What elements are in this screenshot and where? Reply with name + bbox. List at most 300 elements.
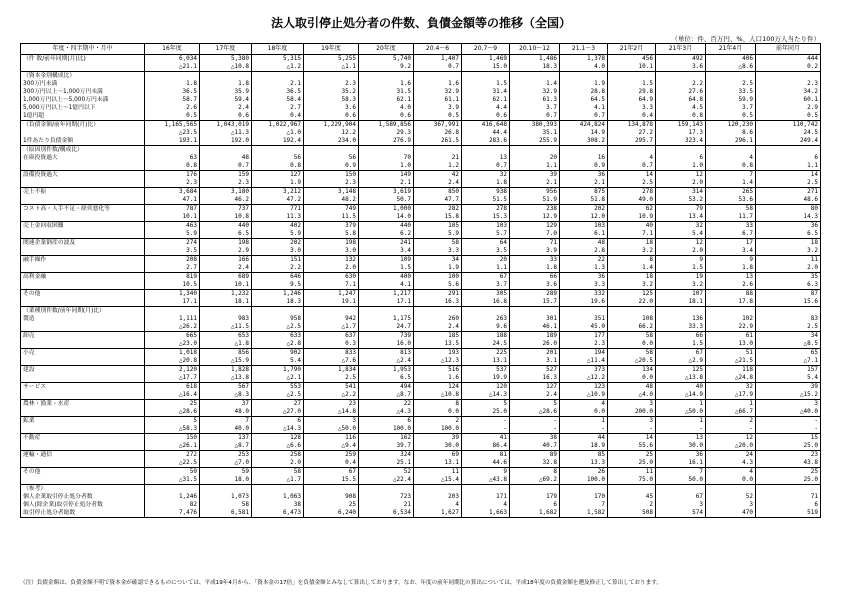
row-label	[21, 281, 145, 290]
table-cell: 60.1	[756, 96, 821, 104]
table-cell: 1.1	[756, 162, 821, 171]
table-cell	[462, 72, 510, 81]
table-cell: 3	[608, 417, 656, 426]
table-cell: △27.0	[252, 408, 304, 417]
table-cell: 25.0	[462, 408, 510, 417]
table-cell: 18.0	[200, 476, 252, 485]
table-cell: 2.5	[756, 323, 821, 332]
table-cell: 2.0	[656, 179, 706, 188]
table-cell: 66.2	[608, 323, 656, 332]
table-cell: -	[560, 425, 608, 434]
table-row	[21, 501, 821, 509]
table-cell: 3,619	[359, 188, 414, 197]
table-cell: 12	[706, 434, 756, 443]
table-cell: 289	[510, 290, 560, 299]
table-cell: 52	[359, 468, 414, 477]
table-row	[21, 340, 821, 349]
table-cell: 80	[756, 205, 821, 214]
table-cell: 22	[359, 400, 414, 409]
table-cell: 118	[706, 366, 756, 375]
table-cell: 70	[359, 154, 414, 162]
table-cell: △12.2	[560, 374, 608, 383]
table-cell: 2.0	[756, 264, 821, 273]
table-cell: 13.5	[414, 340, 462, 349]
table-cell: 0.5	[706, 112, 756, 121]
table-cell: 3	[608, 400, 656, 409]
table-cell: 62.1	[462, 96, 510, 104]
table-cell: 3.2	[608, 247, 656, 256]
table-cell	[252, 146, 304, 155]
table-cell: 0.6	[200, 112, 252, 121]
table-cell: 44	[560, 434, 608, 443]
table-cell: 18.1	[656, 298, 706, 307]
table-cell: 2.9	[756, 104, 821, 112]
table-cell: 2.3	[560, 340, 608, 349]
table-cell: 3.4	[359, 247, 414, 256]
table-cell: 67	[462, 273, 510, 282]
table-cell: 0.8	[145, 162, 200, 171]
table-cell: 902	[252, 349, 304, 358]
table-cell: 22	[560, 256, 608, 265]
table-cell: 574	[656, 509, 706, 518]
table-cell: 48	[608, 383, 656, 392]
table-row	[21, 459, 821, 468]
table-cell: 82	[145, 501, 200, 509]
table-row	[21, 290, 821, 299]
table-row	[21, 451, 821, 460]
table-cell: 7	[200, 417, 252, 426]
table-cell: 1	[656, 417, 706, 426]
table-cell: 12	[656, 239, 706, 248]
table-cell: 282	[414, 205, 462, 214]
table-cell: △23.0	[145, 340, 200, 349]
table-cell	[359, 485, 414, 494]
table-cell: 3.0	[252, 247, 304, 256]
table-cell: 51.8	[560, 196, 608, 205]
table-cell: 1.9	[414, 264, 462, 273]
table-cell: △23.5	[145, 129, 200, 137]
table-cell: 124	[414, 383, 462, 392]
table-cell: 48	[560, 239, 608, 248]
table-cell	[560, 146, 608, 155]
table-cell	[560, 307, 608, 316]
table-cell: 6	[756, 154, 821, 162]
row-label: 取引停止処分者総数	[21, 509, 145, 518]
column-header: 18年度	[252, 44, 304, 55]
table-cell	[252, 307, 304, 316]
table-cell: 3.3	[560, 281, 608, 290]
table-row	[21, 273, 821, 282]
table-cell: 79	[656, 205, 706, 214]
table-cell: △8.3	[200, 391, 252, 400]
row-label	[21, 213, 145, 222]
table-cell: 61	[706, 332, 756, 341]
table-cell	[200, 307, 252, 316]
table-row	[21, 315, 821, 323]
table-cell: 159,143	[656, 121, 706, 130]
table-row	[21, 391, 821, 400]
table-cell: 170	[560, 493, 608, 501]
table-cell: 192.0	[200, 137, 252, 146]
table-cell: 34	[756, 332, 821, 341]
table-row	[21, 408, 821, 417]
table-cell: 34.2	[756, 88, 821, 96]
table-cell	[706, 485, 756, 494]
table-row	[21, 230, 821, 239]
table-cell: 51.9	[510, 196, 560, 205]
table-cell: 0.8	[656, 112, 706, 121]
table-cell	[200, 146, 252, 155]
table-cell: 2.0	[304, 264, 359, 273]
table-cell: 127	[510, 383, 560, 392]
table-cell: 176	[145, 171, 200, 180]
table-cell: -	[510, 425, 560, 434]
table-cell: 8	[608, 256, 656, 265]
table-cell: 0.6	[359, 112, 414, 121]
table-cell: 18	[608, 273, 656, 282]
table-cell: 11.3	[252, 213, 304, 222]
table-cell: △13.8	[200, 374, 252, 383]
table-cell: 10.9	[608, 213, 656, 222]
row-label	[21, 391, 145, 400]
table-cell: 27.6	[656, 88, 706, 96]
table-cell: 0.8	[706, 162, 756, 171]
row-label	[21, 63, 145, 72]
table-cell: 1,834	[304, 366, 359, 375]
table-cell: 46.2	[200, 196, 252, 205]
table-cell: 1,000	[359, 205, 414, 214]
table-cell	[462, 146, 510, 155]
table-cell: 296.1	[706, 137, 756, 146]
table-row	[21, 196, 821, 205]
table-cell: 40	[656, 383, 706, 392]
table-cell: 2.9	[200, 247, 252, 256]
table-cell: 26.8	[414, 129, 462, 137]
table-cell: 38	[252, 501, 304, 509]
table-cell: 198	[304, 239, 359, 248]
table-cell: 43.8	[756, 459, 821, 468]
table-cell: 4.3	[706, 459, 756, 468]
table-cell: 10.1	[200, 281, 252, 290]
table-cell: 0.4	[608, 112, 656, 121]
table-cell: 58	[414, 239, 462, 248]
row-label: 小売	[21, 349, 145, 358]
table-cell: △20.8	[145, 357, 200, 366]
table-cell: 5.9	[414, 230, 462, 239]
row-label: 300万円未満	[21, 80, 145, 88]
table-cell	[756, 485, 821, 494]
table-cell: 208	[145, 256, 200, 265]
table-cell: 0.7	[608, 162, 656, 171]
row-label: 1件あたり負債金額	[21, 137, 145, 146]
table-cell: 241	[359, 239, 414, 248]
table-cell: 13	[462, 154, 510, 162]
table-cell: 2.7	[252, 104, 304, 112]
table-cell: 1,953	[359, 366, 414, 375]
table-cell: 46.1	[510, 323, 560, 332]
table-cell: 38	[510, 434, 560, 443]
table-cell: 2.1	[359, 179, 414, 188]
table-cell: 9.2	[359, 63, 414, 72]
table-cell: 100	[414, 273, 462, 282]
table-cell: 56	[252, 154, 304, 162]
table-cell: 373	[560, 366, 608, 375]
table-cell: △15.9	[200, 357, 252, 366]
table-cell: 83	[756, 315, 821, 323]
table-cell: 61.3	[510, 96, 560, 104]
table-cell: △1.0	[252, 129, 304, 137]
table-cell: 3,148	[304, 188, 359, 197]
table-cell: 234.0	[304, 137, 359, 146]
table-cell: 0.9	[560, 162, 608, 171]
table-cell: 28.8	[560, 88, 608, 96]
table-cell	[510, 146, 560, 155]
table-cell: 1.5	[656, 340, 706, 349]
table-cell: 67	[656, 493, 706, 501]
table-cell: 29.3	[359, 129, 414, 137]
table-cell: 159	[200, 171, 252, 180]
table-row	[21, 55, 821, 64]
table-cell: 48.2	[304, 196, 359, 205]
table-cell: 20	[510, 154, 560, 162]
table-cell	[560, 72, 608, 81]
table-cell: 16.3	[414, 298, 462, 307]
table-cell: 2	[608, 501, 656, 509]
table-cell: 1.5	[462, 80, 510, 88]
table-cell: 15.7	[510, 298, 560, 307]
table-cell: 40	[608, 222, 656, 231]
table-cell: △6.6	[252, 442, 304, 451]
table-cell: 10.1	[608, 63, 656, 72]
table-row	[21, 357, 821, 366]
table-cell: 1,022,967	[252, 121, 304, 130]
table-cell: 2.4	[200, 104, 252, 112]
table-cell: 202	[252, 239, 304, 248]
table-cell: △13.8	[656, 374, 706, 383]
table-cell: 637	[304, 332, 359, 341]
table-cell: 3.4	[706, 247, 756, 256]
row-label	[21, 230, 145, 239]
table-cell: 2.1	[252, 80, 304, 88]
table-cell: 32.9	[510, 88, 560, 96]
column-header: 19年度	[304, 44, 359, 55]
table-cell: 151	[252, 256, 304, 265]
table-cell: △58.3	[145, 425, 200, 434]
table-row	[21, 366, 821, 375]
table-cell: △2.1	[252, 374, 304, 383]
table-cell: 1.1	[462, 264, 510, 273]
table-cell: 1.4	[510, 80, 560, 88]
table-cell: 8.6	[706, 129, 756, 137]
table-cell: 11.7	[706, 213, 756, 222]
table-cell: 2.5	[706, 80, 756, 88]
table-cell: 15.3	[462, 213, 510, 222]
table-cell: 22.0	[608, 298, 656, 307]
table-cell: 23	[756, 451, 821, 460]
table-cell: 66	[510, 273, 560, 282]
table-cell: 1,073	[200, 493, 252, 501]
table-cell: △26.2	[145, 323, 200, 332]
table-cell: -	[462, 425, 510, 434]
table-cell: 25.0	[756, 476, 821, 485]
table-cell: 59	[200, 468, 252, 477]
table-cell: 21	[414, 154, 462, 162]
table-cell: 125	[608, 290, 656, 299]
table-cell: 150	[145, 434, 200, 443]
table-cell: 3.7	[462, 281, 510, 290]
row-label	[21, 298, 145, 307]
table-cell: 492	[656, 55, 706, 64]
table-cell: 1,469	[462, 55, 510, 64]
table-cell: 189	[510, 332, 560, 341]
table-cell: 7	[560, 501, 608, 509]
table-cell: △17.9	[706, 391, 756, 400]
table-cell: 6,581	[200, 509, 252, 518]
table-cell: 2.0	[252, 459, 304, 468]
table-row	[21, 307, 821, 316]
table-cell: 9	[706, 256, 756, 265]
table-cell: 47.1	[145, 196, 200, 205]
table-cell: 15	[756, 434, 821, 443]
table-cell: 2.5	[304, 374, 359, 383]
table-cell: △1.7	[304, 323, 359, 332]
table-cell: 0.7	[510, 112, 560, 121]
table-row	[21, 104, 821, 112]
table-cell: 324	[359, 451, 414, 460]
table-cell: 271	[756, 188, 821, 197]
table-cell	[462, 307, 510, 316]
table-cell: 3.2	[656, 281, 706, 290]
table-cell: 15.5	[304, 476, 359, 485]
table-cell: 110,742	[756, 121, 821, 130]
table-cell: 3.7	[510, 104, 560, 112]
row-label: コスト高・人手不足・経営悪化等	[21, 205, 145, 214]
row-label: 不動産	[21, 434, 145, 443]
table-cell: 25	[756, 468, 821, 477]
table-row	[21, 425, 821, 434]
table-cell	[756, 146, 821, 155]
row-label: 高利金融	[21, 273, 145, 282]
table-cell: 105	[414, 222, 462, 231]
table-cell: 958	[252, 315, 304, 323]
row-label: サービス	[21, 383, 145, 392]
table-cell: 2.0	[656, 247, 706, 256]
table-cell: 13	[656, 434, 706, 443]
row-label: 関連企業倒産の波及	[21, 239, 145, 248]
table-cell: 787	[145, 205, 200, 214]
table-cell: 36.5	[145, 88, 200, 96]
table-cell: △2.8	[252, 340, 304, 349]
table-cell: △8.7	[200, 442, 252, 451]
table-cell: 58	[200, 501, 252, 509]
table-cell	[608, 146, 656, 155]
table-cell: 2.1	[560, 179, 608, 188]
table-cell: 31.4	[462, 88, 510, 96]
table-cell: 12.9	[510, 213, 560, 222]
table-cell: 1.9	[560, 80, 608, 88]
table-cell: 149	[359, 171, 414, 180]
table-cell: 35	[756, 273, 821, 282]
table-cell: △10.8	[414, 391, 462, 400]
table-cell: 166	[200, 256, 252, 265]
table-cell: 0.3	[304, 340, 359, 349]
table-cell: 4.5	[656, 104, 706, 112]
table-cell: 749	[304, 205, 359, 214]
table-cell: 15.6	[756, 298, 821, 307]
table-cell: 11	[414, 468, 462, 477]
table-cell: 49.0	[608, 196, 656, 205]
table-cell: 88	[706, 290, 756, 299]
table-cell: 59.9	[706, 96, 756, 104]
table-cell: 7.1	[304, 281, 359, 290]
table-cell: 0.7	[414, 63, 462, 72]
table-row	[21, 485, 821, 494]
table-cell: 32	[706, 383, 756, 392]
table-cell: 100.0	[359, 425, 414, 434]
row-label: 個人企業取引停止処分者数	[21, 493, 145, 501]
table-cell	[304, 72, 359, 81]
table-cell: 0.0	[608, 340, 656, 349]
table-cell: 64.8	[656, 96, 706, 104]
table-cell: 0.5	[414, 112, 462, 121]
table-cell: 201	[510, 349, 560, 358]
table-cell: 1.8	[462, 179, 510, 188]
table-row	[21, 188, 821, 197]
table-cell: 16.1	[656, 459, 706, 468]
table-cell: 4.0	[560, 63, 608, 72]
column-header: 21年4月	[706, 44, 756, 55]
table-cell: 103	[462, 222, 510, 231]
table-cell: 263	[462, 315, 510, 323]
table-cell: 3.0	[304, 247, 359, 256]
table-cell: 3.3	[608, 104, 656, 112]
table-cell: 494	[359, 383, 414, 392]
table-cell: 24.5	[462, 340, 510, 349]
table-cell: △4.3	[359, 408, 414, 417]
table-cell: 85	[560, 451, 608, 460]
table-cell	[414, 307, 462, 316]
table-cell: 81	[462, 451, 510, 460]
table-cell	[608, 72, 656, 81]
table-cell: 32.8	[510, 459, 560, 468]
table-cell: 134	[608, 366, 656, 375]
table-cell: 8	[414, 400, 462, 409]
table-cell: 470	[706, 509, 756, 518]
table-cell: 225	[462, 349, 510, 358]
table-cell	[200, 485, 252, 494]
table-cell: 2	[414, 417, 462, 426]
table-cell: 171	[462, 493, 510, 501]
table-cell: 9	[656, 256, 706, 265]
table-cell: 1,828	[200, 366, 252, 375]
table-cell: 424,824	[560, 121, 608, 130]
table-cell: △9.4	[304, 442, 359, 451]
table-cell: 50	[145, 468, 200, 477]
table-cell: 1,340	[145, 290, 200, 299]
row-label	[21, 323, 145, 332]
table-cell: 193	[414, 349, 462, 358]
table-cell: 10.5	[145, 281, 200, 290]
table-cell: 34	[414, 256, 462, 265]
table-cell: 198	[200, 239, 252, 248]
table-cell: 3.6	[510, 281, 560, 290]
table-cell: 351	[560, 315, 608, 323]
table-cell: 36	[756, 222, 821, 231]
table-cell	[145, 146, 200, 155]
table-cell: 278	[608, 188, 656, 197]
column-header: 20.4～6	[414, 44, 462, 55]
table-cell: 402	[252, 222, 304, 231]
